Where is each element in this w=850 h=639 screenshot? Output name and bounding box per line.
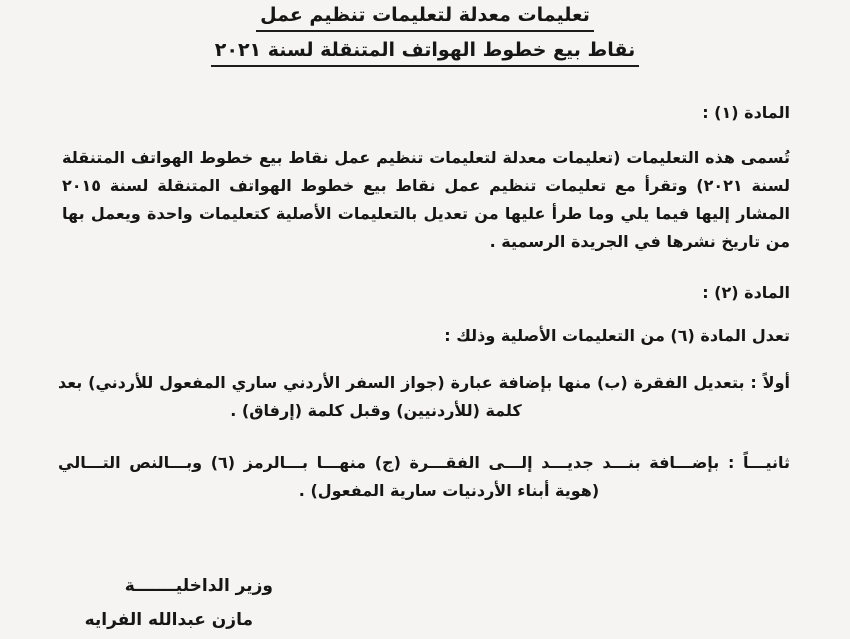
signature-name: مازن عبدالله الفرايه (84, 610, 253, 630)
clause-second-line-2: (هوية أبناء الأردنيات سارية المفعول) . (298, 481, 600, 500)
clause-second (58, 449, 790, 505)
document-title-line-1 (0, 2, 850, 32)
document-title-line-2 (0, 37, 850, 67)
title-text-1: تعليمات معدلة لتعليمات تنظيم عمل (256, 2, 594, 32)
clause-first-line-1: أولاً : بتعديل الفقرة (ب) منها بإضافة عبارة (جواز السفر الأردني ساري المفعول للأردني) بعد (58, 373, 790, 392)
clause-first (58, 369, 790, 425)
article-1-heading: المادة (١) : (702, 103, 790, 122)
document-title (0, 2, 850, 72)
article-2-intro: تعدل المادة (٦) من التعليمات الأصلية وذلك : (444, 326, 790, 345)
article-2-heading: المادة (٢) : (702, 283, 790, 302)
title-text-2: نقاط بيع خطوط الهواتف المتنقلة لسنة ٢٠٢١ (211, 37, 639, 67)
article-1-line-4: من تاريخ نشرها في الجريدة الرسمية . (489, 232, 790, 251)
clause-second-line-1: ثانيـــاً : بإضـــافة بنـــد جديـــد إلـــى الفقـــرة (ج) منهـــا بـــالرمز (٦) وبـــالنص التـــالي (58, 453, 791, 472)
article-1-body (62, 144, 790, 256)
article-1-line-3: المشار إليها فيما يلي وما طرأ عليها من تعديل بالتعليمات الأصلية كتعليمات واحدة ويعمل بها (62, 204, 790, 223)
signature-title: وزير الداخليـــــــة (124, 576, 273, 596)
article-1-line-1: تُسمى هذه التعليمات (تعليمات معدلة لتعليمات تنظيم عمل نقاط بيع خطوط الهواتف المتنقلة (62, 148, 790, 167)
clause-first-line-2: كلمة (للأردنيين) وقبل كلمة (إرفاق) . (230, 401, 522, 420)
article-1-line-2: لسنة ٢٠٢١) وتقرأ مع تعليمات تنظيم عمل نقاط بيع خطوط الهواتف المتنقلة لسنة ٢٠١٥ (62, 176, 790, 195)
